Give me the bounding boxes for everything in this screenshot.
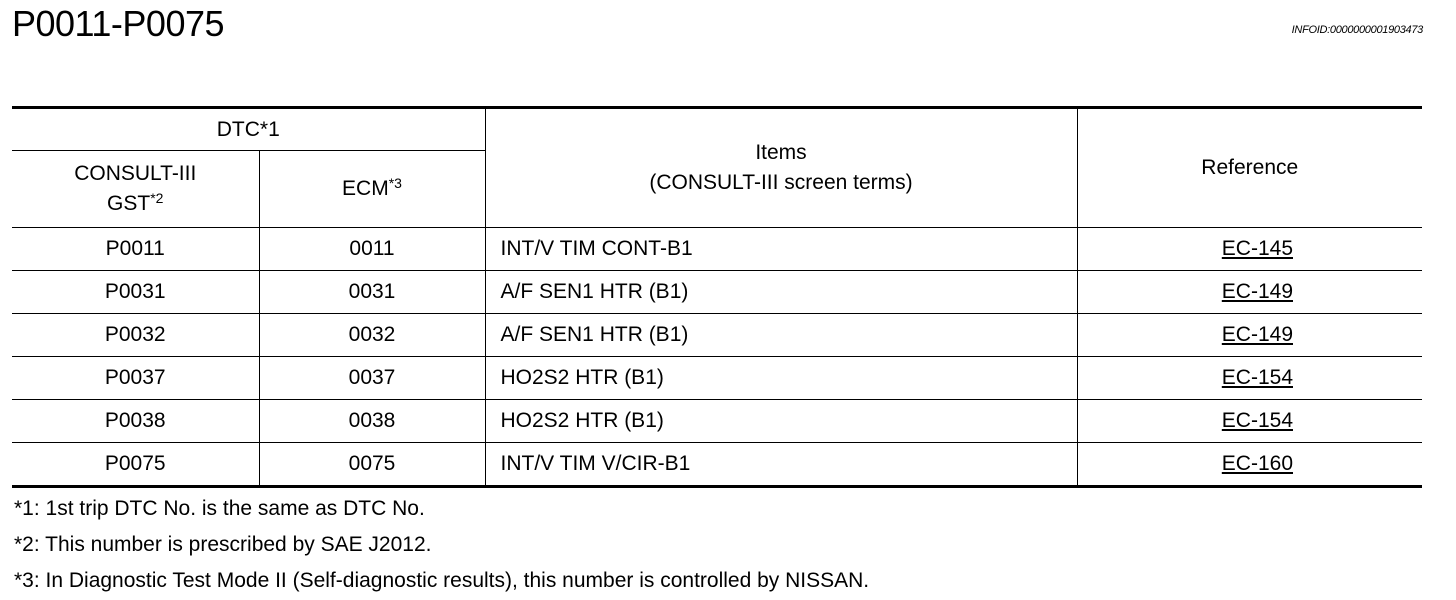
table-row [12, 228, 1422, 271]
table-row [12, 314, 1422, 357]
reference-link[interactable]: EC-154 [1221, 409, 1293, 432]
gst-label: GST [107, 192, 151, 215]
ecm-footnote-marker: *3 [388, 175, 402, 191]
reference-link[interactable]: EC-149 [1221, 323, 1293, 346]
consult-code: P0032 [12, 314, 259, 357]
footnote: *1: 1st trip DTC No. is the same as DTC No. [14, 497, 425, 520]
item-term: HO2S2 HTR (B1) [485, 400, 1077, 443]
reference-cell [1077, 228, 1422, 271]
items-header [485, 108, 1077, 228]
reference-cell [1077, 400, 1422, 443]
table-row [12, 400, 1422, 443]
reference-link[interactable]: EC-145 [1221, 237, 1293, 260]
table-header-row [12, 108, 1422, 151]
reference-cell [1077, 271, 1422, 314]
ecm-label: ECM [342, 177, 389, 200]
consult-gst-header [12, 151, 259, 228]
ecm-code: 0037 [259, 357, 485, 400]
footnote: *2: This number is prescribed by SAE J2012. [14, 533, 432, 556]
info-id: INFOID:0000000001903473 [1291, 24, 1423, 36]
reference-cell [1077, 357, 1422, 400]
dtc-table [12, 106, 1422, 488]
item-term: INT/V TIM CONT-B1 [485, 228, 1077, 271]
consult-header-line2 [12, 189, 259, 219]
consult-code: P0037 [12, 357, 259, 400]
reference-header: Reference [1077, 108, 1422, 228]
table-row [12, 357, 1422, 400]
ecm-code: 0038 [259, 400, 485, 443]
reference-link[interactable]: EC-154 [1221, 366, 1293, 389]
reference-cell [1077, 443, 1422, 487]
item-term: A/F SEN1 HTR (B1) [485, 271, 1077, 314]
dtc-group-header: DTC*1 [12, 108, 485, 151]
table-row [12, 271, 1422, 314]
consult-header-line1: CONSULT-III [74, 162, 197, 185]
items-header-line1: Items [755, 141, 807, 164]
consult-code: P0031 [12, 271, 259, 314]
ecm-code: 0031 [259, 271, 485, 314]
consult-code: P0011 [12, 228, 259, 271]
consult-code: P0075 [12, 443, 259, 487]
page-title: P0011-P0075 [12, 3, 225, 44]
reference-link[interactable]: EC-149 [1221, 280, 1293, 303]
ecm-code: 0032 [259, 314, 485, 357]
ecm-code: 0075 [259, 443, 485, 487]
gst-footnote-marker: *2 [150, 190, 164, 206]
consult-code: P0038 [12, 400, 259, 443]
item-term: INT/V TIM V/CIR-B1 [485, 443, 1077, 487]
ecm-header [259, 151, 485, 228]
reference-cell [1077, 314, 1422, 357]
footnotes [14, 492, 869, 600]
footnote: *3: In Diagnostic Test Mode II (Self-diagnostic results), this number is controlled by NISSAN. [14, 569, 870, 592]
table-row [12, 443, 1422, 487]
item-term: HO2S2 HTR (B1) [485, 357, 1077, 400]
reference-link[interactable]: EC-160 [1221, 452, 1293, 475]
items-header-line2: (CONSULT-III screen terms) [649, 171, 913, 194]
item-term: A/F SEN1 HTR (B1) [485, 314, 1077, 357]
ecm-code: 0011 [259, 228, 485, 271]
